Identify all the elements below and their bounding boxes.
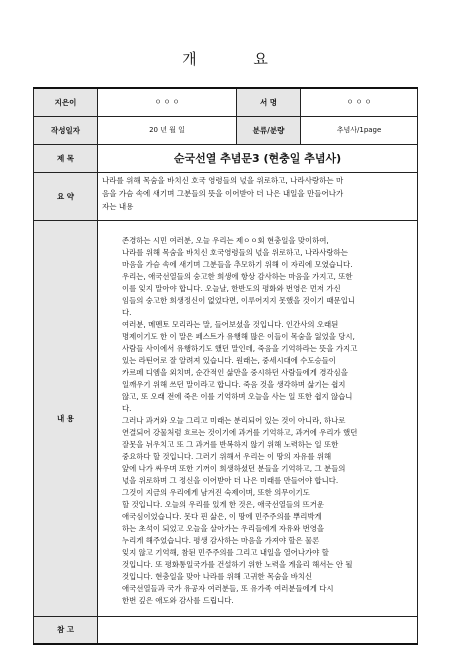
- subject-label: 제 목: [34, 144, 98, 172]
- content-line: 그러나 과거와 오늘 그리고 미래는 분리되어 있는 것이 아니라, 하나로: [122, 415, 346, 425]
- reference-label: 참 고: [34, 616, 98, 644]
- content-line: 마음을 가슴 속에 새기며 그분들을 추모하기 위해 이 자리에 모였습니다.: [122, 259, 353, 269]
- summary-row: [34, 172, 418, 220]
- content-line: 않고, 또 오래 전에 죽은 이를 기억하며 오늘을 사는 일 또한 쉽지 않습니: [122, 391, 353, 401]
- summary-label: 요 약: [34, 172, 98, 220]
- content-line: 우리는, 애국선열들의 숭고한 희생에 항상 감사하는 마음을 가지고, 또한: [122, 271, 353, 281]
- content-line: 것입니다. 현충일을 맞아 나라를 위해 고귀한 목숨을 바치신: [122, 571, 313, 581]
- content-row: [34, 220, 418, 616]
- content-line: 앞에 나가 싸우며 또한 기꺼이 희생하셨던 분들을 기억하고, 그 분들의: [122, 463, 346, 473]
- subject-value: 순국선열 추념문3 (현충일 추념사): [98, 144, 418, 172]
- content-line: 연결되어 강물처럼 흐르는 것이기에 과거를 기억하고, 과거에 우리가 했던: [122, 427, 358, 437]
- role-value: ㅇ ㅇ ㅇ: [301, 88, 418, 116]
- content-line: 잊지 않고 기억해, 참된 민주주의를 그리고 내일을 열어나가야 할: [122, 547, 329, 557]
- content-line: 중요하다 할 것입니다. 그러기 위해서 우리는 이 땅의 자유를 위해: [122, 451, 332, 461]
- content-line: 존경하는 시민 여러분, 오늘 우리는 제ㅇㅇ회 현충일을 맞이하여,: [122, 235, 329, 245]
- reference-value: [98, 616, 418, 644]
- category-label: 분류/분량: [237, 116, 301, 144]
- role-label: 서 명: [237, 88, 301, 116]
- content-body: [98, 220, 418, 616]
- overview-form: [33, 87, 418, 645]
- date-label: 작성일자: [34, 116, 98, 144]
- content-line: 잘못을 뉘우치고 또 그 과거를 반복하지 않기 위해 노력하는 일 또한: [122, 439, 339, 449]
- content-line: 일깨우기 위해 쓰던 말이라고 합니다. 죽음 것을 생각하며 삶기는 쉽지: [122, 379, 346, 389]
- content-line: 다.: [122, 403, 132, 413]
- content-line: 할 것입니다. 오늘의 우리를 있게 한 것은, 애국선열들의 뜨거운: [122, 499, 324, 509]
- content-line: 다.: [122, 307, 132, 317]
- summary-text: [98, 172, 418, 220]
- content-line: 명제이기도 한 이 말은 페스트가 유행해 많은 이들이 목숨을 잃었을 당시,: [122, 331, 355, 341]
- summary-line: 나라를 위해 목숨을 바치신 호국 영령들의 넋을 위로하고, 나라사랑하는 마: [102, 175, 344, 185]
- subject-row: [34, 144, 418, 172]
- content-line: 이를 잊지 말아야 합니다. 오늘날, 한반도의 평화와 번영은 먼저 가신: [122, 283, 341, 293]
- content-line: 넋을 위로하며 그 정신을 이어받아 더 나은 미래를 만들어야 합니다.: [122, 475, 339, 485]
- content-line: 애국심이었습니다. 못다 핀 삶은, 이 땅에 민주주의를 뿌리박게: [122, 511, 322, 521]
- content-line: 애국선열들과 국가 유공자 여러분들, 또 유가족 여러분들에게 다시: [122, 583, 334, 593]
- summary-line: 자는 내용: [102, 201, 134, 211]
- reference-row: [34, 616, 418, 644]
- date-value: 20 년 월 일: [98, 116, 237, 144]
- content-line: 하는 초석이 되었고 오늘을 살아가는 우리들에게 자유와 번영을: [122, 523, 325, 533]
- summary-line: 음을 가슴 속에 새기며 그분들의 뜻을 이어받아 더 나은 내일을 만들어나가: [102, 188, 344, 198]
- author-row: [34, 88, 418, 116]
- content-line: 임들의 숭고한 희생정신이 없었다면, 이루어지지 못했을 것이기 때문입니: [122, 295, 355, 305]
- author-value: ㅇ ㅇ ㅇ: [98, 88, 237, 116]
- date-row: [34, 116, 418, 144]
- content-line: 그것이 지금의 우리에게 남겨진 숙제이며, 또한 의무이기도: [122, 487, 310, 497]
- content-line: 있는 라틴어로 잘 알려져 있습니다. 원래는, 중세시대에 수도승들이: [122, 355, 336, 365]
- author-label: 지은이: [34, 88, 98, 116]
- content-line: 한번 깊은 애도와 감사를 드립니다.: [122, 595, 234, 605]
- content-line: 누리게 해주었습니다. 평생 감사하는 마음을 가져야 할은 물론: [122, 535, 320, 545]
- content-line: 나라를 위해 목숨을 바치신 호국영령들의 넋을 위로하고, 나라사랑하는: [122, 247, 348, 257]
- document-title: 개 요: [182, 50, 294, 68]
- content-line: 사람들 사이에서 유행하기도 했던 말인데, 죽음을 기억하라는 뜻을 가지고: [122, 343, 358, 353]
- category-value: 추념사/1page: [301, 116, 418, 144]
- content-line: 카르페 디엠을 외치며, 순간적인 삶만을 중시하던 사람들에게 경각심을: [122, 367, 348, 377]
- content-label: 내 용: [34, 220, 98, 616]
- content-line: 여러분, 메멘토 모리라는 말, 들어보셨을 것입니다. 인간사의 오래된: [122, 319, 339, 329]
- content-line: 것입니다. 또 평화통일국가를 건설하기 위한 노력을 게을리 해서는 안 될: [122, 559, 353, 569]
